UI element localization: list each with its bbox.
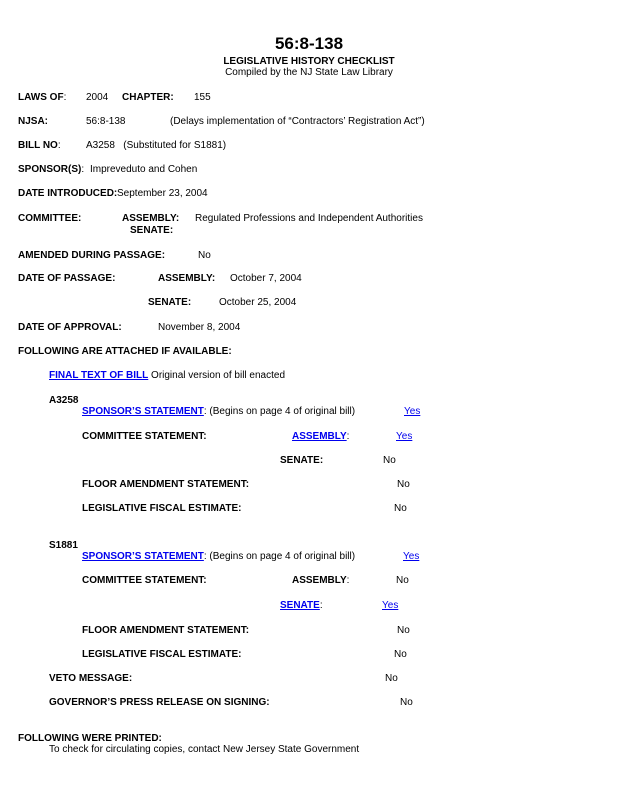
s1881-sponsor-statement-link[interactable]: SPONSOR’S STATEMENT xyxy=(82,551,204,562)
s1881-senate-yes-link[interactable]: Yes xyxy=(382,600,399,611)
laws-of-field xyxy=(18,92,66,104)
bill-no-field xyxy=(18,140,61,152)
page-subtitle: LEGISLATIVE HISTORY CHECKLIST xyxy=(223,56,395,67)
a3258-floor-label: FLOOR AMENDMENT STATEMENT: xyxy=(82,479,250,490)
s1881-senate-field xyxy=(280,600,323,612)
passage-senate-value: October 25, 2004 xyxy=(219,297,297,308)
committee-senate-label: SENATE: xyxy=(130,225,174,236)
approval-value: November 8, 2004 xyxy=(158,322,241,333)
laws-of-value: 2004 xyxy=(86,92,109,103)
a3258-sponsor-statement-link[interactable]: SPONSOR’S STATEMENT xyxy=(82,406,204,417)
a3258-assembly-field xyxy=(292,431,349,443)
njsa-description: (Delays implementation of “Contractors’ Registration Act”) xyxy=(170,116,425,127)
amended-label: AMENDED DURING PASSAGE: xyxy=(18,250,166,261)
committee-label: COMMITTEE: xyxy=(18,213,82,224)
njsa-label: NJSA: xyxy=(18,116,49,127)
a3258-committee-label: COMMITTEE STATEMENT: xyxy=(82,431,207,442)
s1881-assembly-field xyxy=(292,575,349,587)
s1881-sponsor-row xyxy=(82,551,355,563)
final-text-row xyxy=(49,370,285,382)
approval-label: DATE OF APPROVAL: xyxy=(18,322,122,333)
sponsors-value: Impreveduto and Cohen xyxy=(90,164,198,175)
page-title: 56:8-138 xyxy=(274,34,344,53)
veto-value: No xyxy=(385,673,398,684)
s1881-sponsor-yes-link[interactable]: Yes xyxy=(403,551,420,562)
bill-no-label: BILL NO xyxy=(18,140,58,151)
printed-note: To check for circulating copies, contact New Jersey State Government xyxy=(49,744,360,755)
a3258-floor-value: No xyxy=(397,479,410,490)
sponsors-colon: : xyxy=(81,164,85,175)
a3258-sponsor-description: : (Begins on page 4 of original bill) xyxy=(203,406,356,417)
passage-senate-label: SENATE: xyxy=(148,297,192,308)
laws-of-label: LAWS OF xyxy=(18,92,64,103)
passage-label: DATE OF PASSAGE: xyxy=(18,273,116,284)
press-release-value: No xyxy=(400,697,413,708)
s1881-floor-label: FLOOR AMENDMENT STATEMENT: xyxy=(82,625,250,636)
njsa-value: 56:8-138 xyxy=(86,116,126,127)
laws-of-colon: : xyxy=(63,92,67,103)
a3258-section-label: A3258 xyxy=(49,395,79,406)
s1881-assembly-colon: : xyxy=(346,575,350,586)
s1881-sponsor-description: : (Begins on page 4 of original bill) xyxy=(203,551,356,562)
s1881-fiscal-value: No xyxy=(394,649,407,660)
a3258-fiscal-label: LEGISLATIVE FISCAL ESTIMATE: xyxy=(82,503,242,514)
passage-assembly-value: October 7, 2004 xyxy=(230,273,302,284)
final-text-description: Original version of bill enacted xyxy=(148,370,286,381)
a3258-senate-value: No xyxy=(383,455,396,466)
s1881-assembly-label: ASSEMBLY xyxy=(292,575,347,586)
s1881-fiscal-label: LEGISLATIVE FISCAL ESTIMATE: xyxy=(82,649,242,660)
date-introduced-label: DATE INTRODUCED: xyxy=(18,188,118,199)
date-introduced-value: September 23, 2004 xyxy=(117,188,208,199)
s1881-floor-value: No xyxy=(397,625,410,636)
attached-heading: FOLLOWING ARE ATTACHED IF AVAILABLE: xyxy=(18,346,232,357)
s1881-section-label: S1881 xyxy=(49,540,78,551)
passage-assembly-label: ASSEMBLY: xyxy=(158,273,216,284)
a3258-sponsor-row xyxy=(82,406,355,418)
a3258-sponsor-yes-link[interactable]: Yes xyxy=(404,406,421,417)
chapter-value: 155 xyxy=(194,92,211,103)
s1881-assembly-value: No xyxy=(396,575,409,586)
compiled-by: Compiled by the NJ State Law Library xyxy=(225,67,393,78)
a3258-assembly-yes-link[interactable]: Yes xyxy=(396,431,413,442)
a3258-fiscal-value: No xyxy=(394,503,407,514)
final-text-link[interactable]: FINAL TEXT OF BILL xyxy=(49,370,149,381)
s1881-senate-link[interactable]: SENATE xyxy=(280,600,320,611)
printed-heading: FOLLOWING WERE PRINTED: xyxy=(18,733,162,744)
sponsors-label: SPONSOR(S) xyxy=(18,164,82,175)
s1881-senate-colon: : xyxy=(319,600,323,611)
bill-no-colon: : xyxy=(57,140,61,151)
committee-assembly-label: ASSEMBLY: xyxy=(122,213,180,224)
s1881-committee-label: COMMITTEE STATEMENT: xyxy=(82,575,207,586)
a3258-assembly-colon: : xyxy=(346,431,350,442)
press-release-label: GOVERNOR’S PRESS RELEASE ON SIGNING: xyxy=(49,697,270,708)
a3258-senate-label: SENATE: xyxy=(280,455,324,466)
chapter-label: CHAPTER: xyxy=(122,92,174,103)
amended-value: No xyxy=(198,250,211,261)
a3258-assembly-link[interactable]: ASSEMBLY xyxy=(292,431,347,442)
sponsors-field xyxy=(18,164,84,176)
veto-label: VETO MESSAGE: xyxy=(49,673,133,684)
bill-no-value: A3258 (Substituted for S1881) xyxy=(86,140,227,151)
committee-assembly-value: Regulated Professions and Independent Authorities xyxy=(195,213,423,224)
